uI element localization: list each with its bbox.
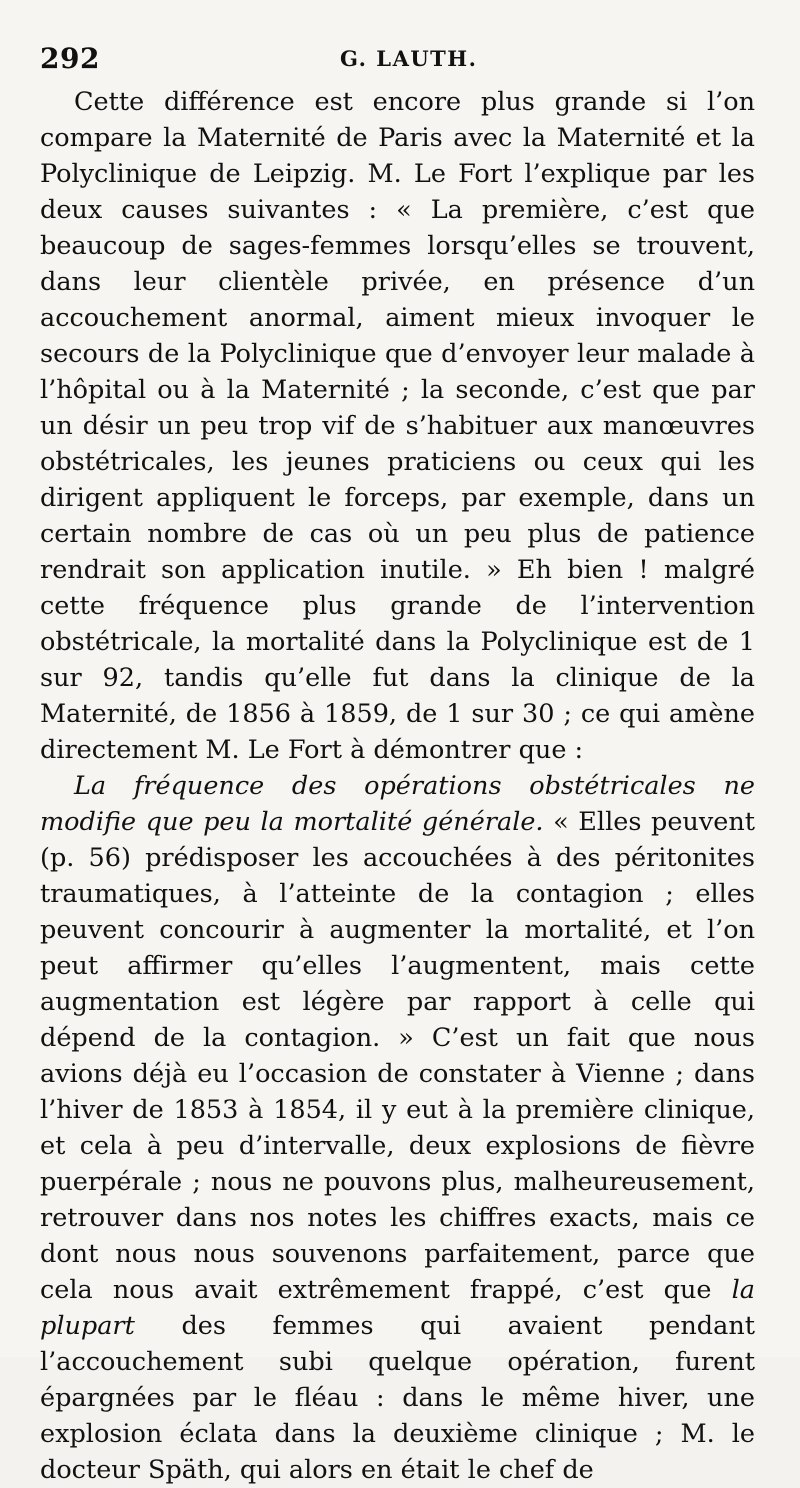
running-head: G. LAUTH.	[340, 46, 478, 71]
italic-emphasis: la plupart	[40, 1275, 755, 1341]
paragraph-1: Cette différence est encore plus grande si l’on compare la Maternité de Paris avec la Maternité et la Polyclinique de Leipzig. M. Le Fort l’explique par les deux causes suivantes : « La première, c’est que beaucoup de sages-femmes lorsqu’elles se trouvent, dans leur clientèle privée, en présence d’un accouchement anormal, aiment mieux invoquer le secours de la Polyclinique que d’envoyer leur malade à l’hôpital ou à la Maternité ; la seconde, c’est que par un désir un peu trop vif de s’habituer aux manœuvres obstétricales, les jeunes praticiens ou ceux qui les dirigent appliquent le forceps, par exemple, dans un certain nombre de cas où un peu plus de patience rendrait son application inutile. » Eh bien ! malgré cette fréquence plus grande de l’intervention obstétricale, la mortalité dans la Polyclinique est de 1 sur 92, tandis qu’elle fut dans la clinique de la Maternité, de 1856 à 1859, de 1 sur 30 ; ce qui amène directement M. Le Fort à démontrer que :	[40, 87, 755, 765]
page-header	[40, 42, 755, 76]
paragraph-2	[40, 768, 755, 1488]
paragraph-2-text-b: des femmes qui avaient pendant l’accouchement subi quelque opération, furent épargnées par le fléau : dans le même hiver, une explosion éclata dans la deuxième clinique ; M. le docteur Späth, qui alors en était le chef de	[40, 1311, 755, 1485]
italic-heading: La fréquence des opérations obstétricales ne modifie que peu la mortalité générale.	[40, 771, 755, 837]
page-number: 292	[40, 42, 100, 75]
paragraph-2-text-a: « Elles peuvent (p. 56) prédisposer les accouchées à des péritonites traumatiques, à l’atteinte de la contagion ; elles peuvent concourir à augmenter la mortalité, et l’on peut affirmer qu’elles l’augmentent, mais cette augmentation est légère par rapport à celle qui dépend de la contagion. » C’est un fait que nous avions déjà eu l’occasion de constater à Vienne ; dans l’hiver de 1853 à 1854, il y eut à la première clinique, et cela à peu d’intervalle, deux explosions de fièvre puerpérale ; nous ne pouvons plus, malheureusement, retrouver dans nos notes les chiffres exacts, mais ce dont nous nous souvenons parfaitement, parce que cela nous avait extrêmement frappé, c’est que	[40, 807, 755, 1305]
body-text	[40, 84, 755, 1488]
